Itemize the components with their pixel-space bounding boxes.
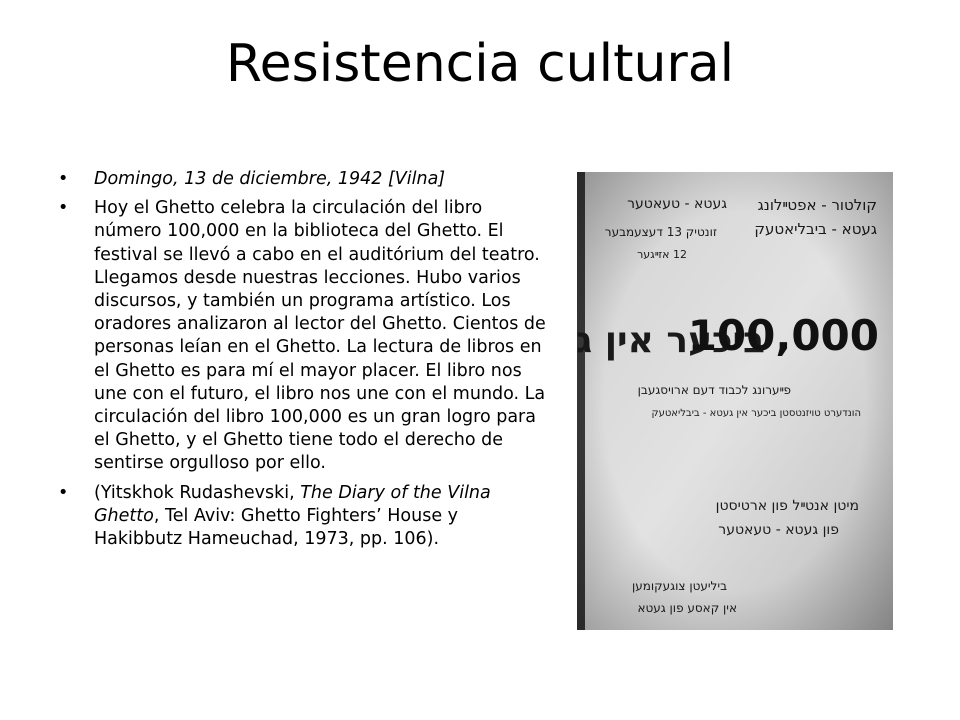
bullet-item-quote bbox=[58, 197, 550, 475]
poster-vignette bbox=[577, 172, 893, 630]
diary-date: Domingo, 13 de diciembre, 1942 [Vilna] bbox=[94, 169, 446, 189]
citation-prefix: (Yitskhok Rudashevski, bbox=[94, 482, 301, 503]
bullet-dot: • bbox=[58, 169, 69, 189]
bullet-item-citation bbox=[58, 482, 550, 552]
bullet-item-date bbox=[58, 168, 550, 191]
bullet-list bbox=[58, 168, 550, 557]
slide-title: Resistencia cultural bbox=[225, 34, 735, 94]
citation-suffix: , Tel Aviv: Ghetto Fighters’ House y Hakibbutz Hameuchad, 1973, pp. 106). bbox=[94, 505, 459, 550]
citation-book-title: The Diary of the Vilna Ghetto bbox=[94, 482, 491, 526]
ghetto-poster-photo bbox=[577, 172, 893, 630]
bullet-dot: • bbox=[58, 482, 69, 503]
bullet-dot: • bbox=[58, 198, 69, 219]
diary-quote: Hoy el Ghetto celebra la circulación del libro número 100,000 en la biblioteca del Ghetto. El festival se llevó a cabo en el auditórium del teatro. Llegamos desde nuestras lecciones. Hubo varios discursos, y también un programa artístico. Los oradores analizaron al lector del Ghetto. Cientos de personas leían en el Ghetto. La lectura de libros en el Ghetto es para mí el mayor placer. El libro nos une con el futuro, el libro nos une con el mundo. La circulación del libro 100,000 es un gran logro para el Ghetto, y el Ghetto tiene todo el derecho de sentirse orgulloso por ello. bbox=[94, 198, 546, 474]
